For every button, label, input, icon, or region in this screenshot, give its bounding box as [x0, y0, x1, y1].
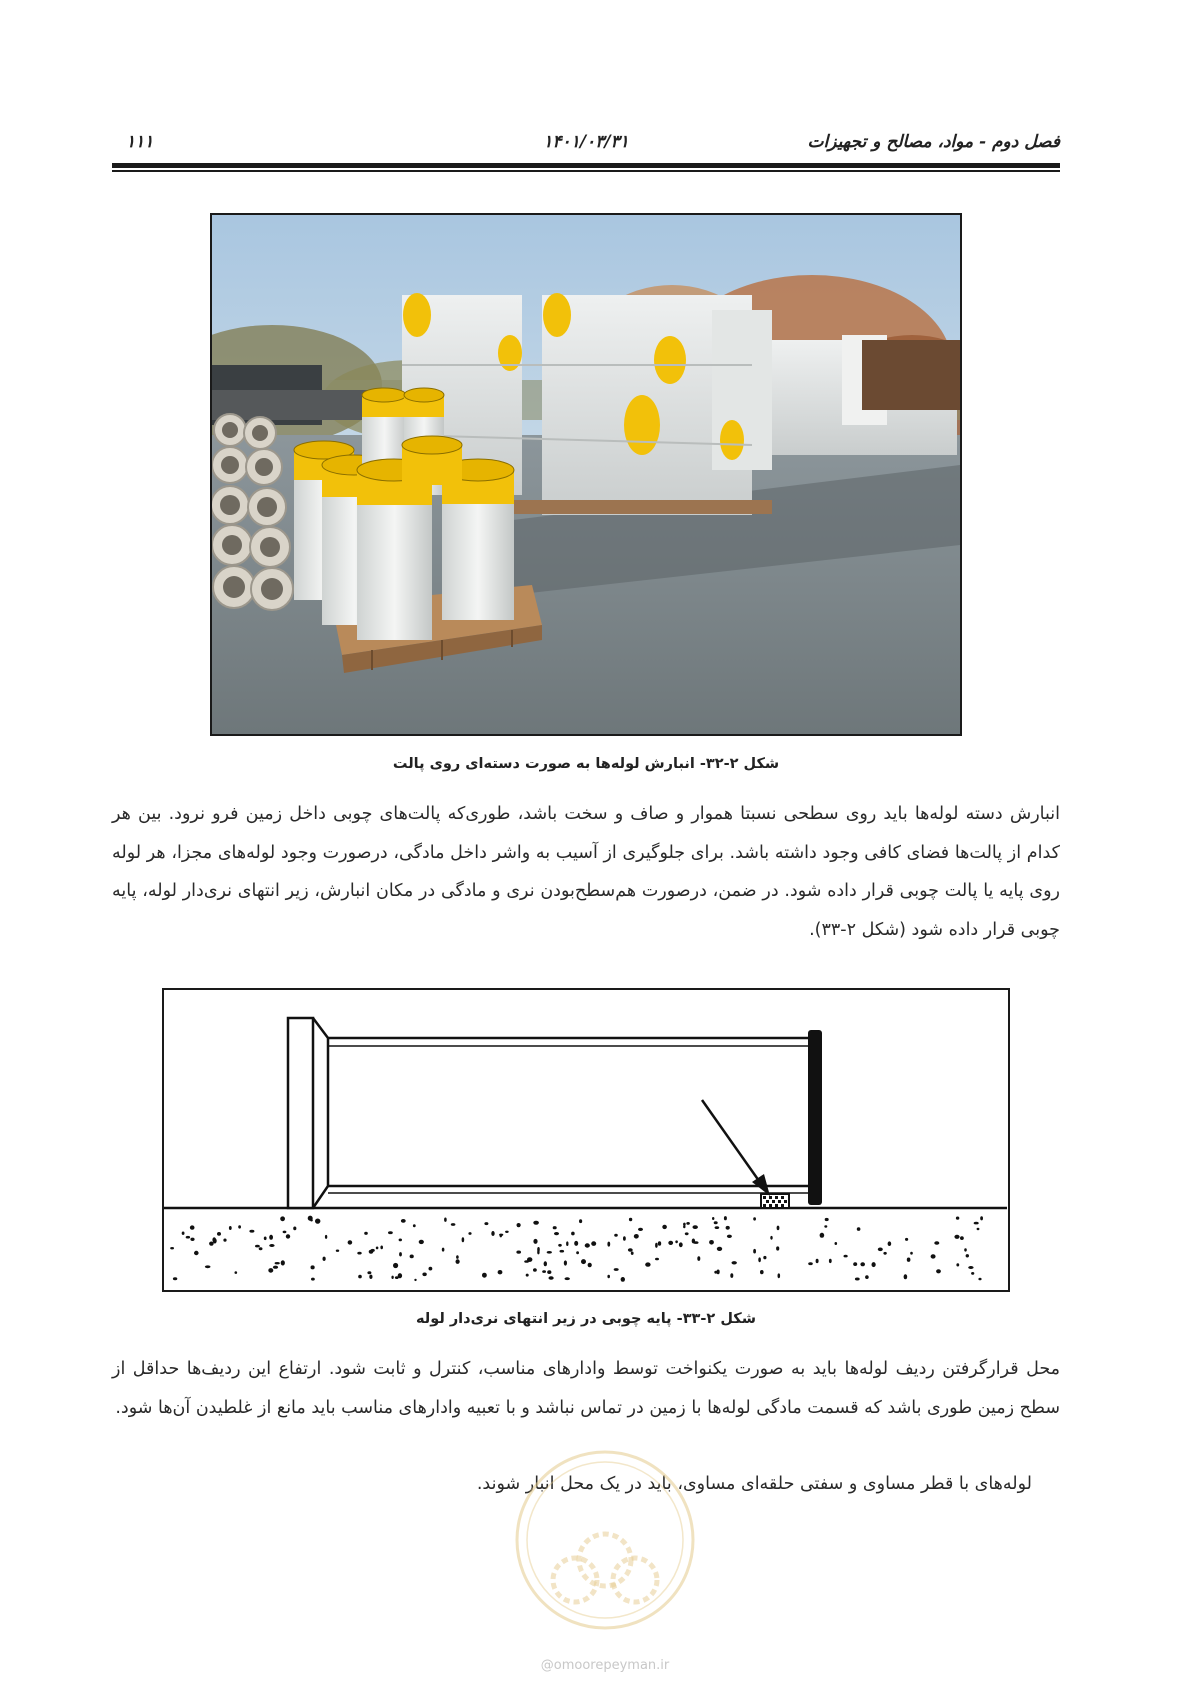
gravel-dot: [730, 1273, 733, 1278]
gravel-dot: [376, 1247, 379, 1250]
gravel-dot: [311, 1265, 315, 1269]
gravel-dot: [544, 1261, 547, 1266]
gravel-dot: [628, 1248, 633, 1251]
gravel-dot: [367, 1271, 371, 1274]
gravel-dot: [753, 1217, 756, 1220]
gravel-dot: [980, 1216, 983, 1220]
gravel-dot: [369, 1250, 374, 1254]
gravel-dot: [712, 1217, 714, 1220]
gravel-dot: [308, 1216, 313, 1221]
gravel-dot: [336, 1250, 339, 1252]
gravel-dot: [777, 1226, 780, 1231]
gravel-dot: [280, 1216, 285, 1221]
gravel-dot: [264, 1237, 267, 1241]
gravel-dot: [614, 1268, 619, 1271]
gravel-dot: [574, 1241, 578, 1246]
gravel-dot: [315, 1219, 320, 1224]
gravel-dot: [760, 1270, 764, 1274]
gravel-dot: [931, 1254, 936, 1258]
gravel-dot: [956, 1217, 959, 1220]
gravel-dot: [399, 1252, 402, 1256]
gravel-dot: [268, 1268, 273, 1273]
gravel-dot: [758, 1257, 761, 1262]
gravel-dot: [816, 1259, 819, 1263]
gravel-dot: [966, 1254, 969, 1257]
watermark-seal: [505, 1440, 705, 1640]
gravel-dot: [283, 1231, 287, 1234]
gravel-dot: [753, 1249, 756, 1254]
gravel-dot: [249, 1230, 254, 1233]
gravel-dot: [209, 1242, 214, 1246]
gravel-dot: [311, 1278, 315, 1281]
gravel-dot: [825, 1218, 829, 1221]
gravel-dot: [808, 1262, 813, 1265]
gravel-dot: [658, 1241, 661, 1246]
gravel-dot: [429, 1267, 433, 1271]
gravel-dot: [393, 1263, 398, 1268]
gravel-dot: [936, 1269, 941, 1273]
gravel-dot: [607, 1275, 610, 1278]
gravel-dot: [956, 1263, 959, 1266]
header-rule-thick: [112, 163, 1060, 168]
gravel-dot: [229, 1226, 232, 1230]
gravel-dot: [259, 1247, 263, 1250]
gravel-dot: [634, 1234, 639, 1239]
gravel-dot: [422, 1273, 426, 1277]
gravel-dot: [776, 1246, 779, 1250]
gravel-dot: [533, 1239, 537, 1244]
gravel-dot: [325, 1235, 327, 1239]
gravel-dot: [978, 1278, 981, 1281]
gravel-dot: [954, 1235, 959, 1239]
gravel-dot: [484, 1222, 488, 1225]
figure1-caption: شکل ۲-۳۲- انبارش لوله‌ها به صورت دسته‌ای روی پالت: [392, 756, 780, 772]
gravel-dot: [348, 1240, 353, 1244]
gravel-dot: [645, 1262, 650, 1266]
gravel-dot: [693, 1225, 698, 1229]
gravel-dot: [662, 1225, 667, 1229]
gravel-dot: [588, 1263, 592, 1268]
gravel-dot: [547, 1251, 552, 1254]
gravel-dot: [286, 1234, 290, 1238]
gravel-dot: [715, 1226, 720, 1229]
paragraph-1: انبارش دسته لوله‌ها باید روی سطحی نسبتا هموار و صاف و سخت باشد، طوری‌که پالت‌های چوبی داخل زمین فرو نرود. بین هر کدام از پالت‌ها فضای کافی وجود داشته باشد. برای جلوگیری از آسیب به واشر داخل مادگی، درصورت وجود لوله‌های مجزا، هر لوله روی پایه یا پالت چوبی قرار داده شود. در ضمن، درصورت هم‌سطح‌بودن نری و مادگی در مکان انبارش، زیر انتهای نری‌دار لوله، پایه چوبی قرار داده شود (شکل ۲-۳۳).: [112, 804, 1060, 940]
gravel-dot: [697, 1256, 700, 1261]
paragraph-2: محل قرارگرفتن ردیف لوله‌ها باید به صورت یکنواخت توسط وادارهای مناسب، کنترل و ثابت شود. ارتفاع این ردیف‌ها حداقل از سطح زمین طوری باشد که قسمت مادگی لوله‌ها با زمین در تماس نباشد و با تعبیه وادارهای مناسب باید مانع از غلطیدن آن‌ها شود.: [112, 1359, 1060, 1418]
header-date: ۱۴۰۱/۰۳/۳۱: [543, 132, 629, 152]
gravel-dot: [498, 1270, 503, 1274]
pipe-storage-photo: [210, 213, 962, 736]
gravel-dot: [629, 1218, 632, 1221]
gravel-dot: [399, 1239, 402, 1242]
gravel-dot: [533, 1221, 539, 1225]
gravel-dot: [468, 1232, 471, 1235]
gravel-dot: [571, 1232, 575, 1236]
gravel-dot: [275, 1262, 280, 1264]
gravel-dot: [444, 1218, 447, 1222]
gravel-dot: [824, 1225, 827, 1227]
gravel-dot: [194, 1251, 199, 1255]
gravel-dot: [655, 1258, 659, 1261]
gravel-dot: [579, 1219, 582, 1223]
gravel-dot: [273, 1266, 278, 1269]
gravel-dot: [621, 1277, 625, 1282]
gravel-dot: [553, 1226, 557, 1229]
gravel-dot: [565, 1277, 570, 1280]
gravel-dot: [727, 1235, 732, 1238]
gravel-dot: [685, 1232, 689, 1235]
gravel-dot: [442, 1248, 445, 1252]
gravel-dot: [526, 1274, 529, 1277]
gravel-dot: [170, 1247, 174, 1249]
gravel-dot: [516, 1251, 521, 1254]
gravel-dot: [212, 1237, 216, 1242]
gravel-dot: [566, 1241, 568, 1246]
page-header: [112, 128, 1060, 158]
gravel-dot: [623, 1236, 626, 1241]
gravel-dot: [726, 1226, 730, 1230]
gravel-dot: [410, 1255, 414, 1259]
gravel-dot: [269, 1235, 273, 1240]
gravel-dot: [186, 1236, 190, 1239]
gravel-dot: [542, 1270, 546, 1273]
gravel-dot: [694, 1241, 699, 1244]
paragraph-3: لوله‌های با قطر مساوی و سفتی حلقه‌ای مساوی، باید در یک محل انبار شوند.: [476, 1474, 1032, 1494]
gravel-dot: [499, 1234, 503, 1236]
gravel-dot: [820, 1233, 825, 1238]
gravel-dot: [971, 1272, 974, 1275]
gravel-dot: [591, 1241, 596, 1246]
gravel-dot: [655, 1243, 658, 1248]
gravel-dot: [173, 1277, 177, 1280]
gravel-dot: [679, 1242, 683, 1247]
header-rule-thin: [112, 170, 1060, 172]
gravel-dot: [419, 1240, 424, 1244]
gravel-dot: [977, 1228, 980, 1230]
gravel-dot: [451, 1223, 456, 1226]
gravel-dot: [323, 1257, 326, 1261]
gravel-dot: [217, 1232, 221, 1236]
gravel-dot: [182, 1232, 185, 1235]
gravel-dot: [205, 1265, 211, 1268]
gravel-dot: [358, 1275, 362, 1279]
gravel-dot: [456, 1259, 460, 1264]
gravel-dot: [686, 1222, 690, 1225]
gravel-dot: [675, 1240, 678, 1243]
gravel-dot: [934, 1241, 939, 1245]
gravel-dot: [269, 1244, 274, 1247]
gravel-dot: [401, 1219, 406, 1223]
gravel-dot: [614, 1234, 618, 1237]
gravel-dot: [709, 1240, 714, 1245]
gravel-dot: [388, 1231, 393, 1234]
gravel-dot: [238, 1225, 241, 1228]
gravel-dot: [853, 1262, 857, 1266]
gravel-dot: [491, 1231, 494, 1236]
gravel-dot: [190, 1238, 194, 1241]
gravel-dot: [391, 1276, 393, 1279]
gravel-dot: [549, 1276, 554, 1280]
gravel-dot: [395, 1276, 399, 1279]
gravel-dot: [714, 1221, 718, 1224]
gravel-dot: [835, 1242, 838, 1245]
gravel-dot: [829, 1259, 832, 1263]
gravel-dot: [558, 1244, 562, 1247]
gravel-dot: [732, 1261, 737, 1264]
gravel-dot: [683, 1225, 685, 1228]
gravel-dot: [537, 1250, 539, 1255]
page-number: ۱۱۱: [126, 132, 154, 152]
chapter-title: فصل دوم - مواد، مصالح و تجهیزات: [807, 132, 1060, 152]
gravel-dot: [855, 1278, 860, 1281]
gravel-dot: [235, 1271, 238, 1274]
gravel-dot: [878, 1248, 883, 1252]
gravel-dot: [380, 1246, 383, 1250]
gravel-dot: [524, 1260, 529, 1263]
gravel-dot: [413, 1224, 416, 1227]
gravel-dot: [533, 1268, 537, 1272]
gravel-dot: [968, 1266, 973, 1269]
gravel-dot: [482, 1273, 487, 1278]
gravel-dot: [974, 1222, 979, 1225]
watermark-url: @omoorepeyman.ir: [540, 1658, 670, 1673]
gravel-dot: [585, 1243, 590, 1247]
gravel-dot: [547, 1270, 551, 1274]
gravel-dot: [581, 1259, 586, 1264]
gravel-dot: [904, 1274, 908, 1279]
gravel-dot: [857, 1227, 861, 1231]
gravel-dot: [865, 1275, 869, 1279]
figure2-caption: شکل ۲-۳۳- پایه چوبی در زیر انتهای نری‌دار لوله: [416, 1311, 756, 1327]
gravel-dot: [554, 1232, 559, 1235]
pipe-support-diagram: [162, 988, 1010, 1292]
gravel-dot: [364, 1232, 368, 1235]
gravel-dot: [778, 1273, 781, 1278]
gravel-dot: [964, 1248, 967, 1251]
gravel-dot: [357, 1252, 361, 1255]
gravel-dot: [724, 1216, 727, 1220]
gravel-dot: [770, 1236, 772, 1240]
gravel-dot: [462, 1237, 465, 1242]
gravel-dot: [905, 1238, 908, 1241]
gravel-dot: [717, 1247, 722, 1251]
gravel-dot: [255, 1245, 260, 1248]
gravel-dot: [576, 1251, 579, 1254]
gravel-dot: [564, 1260, 567, 1265]
gravel-dot: [883, 1252, 886, 1255]
gravel-dot: [844, 1255, 848, 1258]
gravel-dot: [223, 1239, 226, 1242]
gravel-dot: [607, 1242, 610, 1247]
gravel-dot: [281, 1260, 285, 1265]
gravel-dot: [505, 1231, 509, 1233]
gravel-dot: [888, 1241, 892, 1246]
gravel-dot: [560, 1250, 565, 1253]
gravel-dot: [960, 1236, 964, 1240]
gravel-dot: [872, 1262, 876, 1267]
gravel-dot: [907, 1258, 911, 1262]
gravel-dot: [517, 1223, 521, 1227]
gravel-dot: [910, 1252, 913, 1255]
gravel-dot: [293, 1227, 296, 1231]
gravel-dot: [369, 1275, 372, 1279]
gravel-dot: [456, 1255, 459, 1259]
gravel-dot: [638, 1228, 643, 1231]
gravel-dot: [714, 1271, 717, 1274]
gravel-dot: [860, 1262, 865, 1266]
gravel-dot: [668, 1241, 673, 1245]
gravel-dot: [414, 1279, 416, 1281]
gravel-dot: [763, 1256, 766, 1259]
gravel-dot: [190, 1225, 195, 1229]
gravel-dot: [631, 1252, 634, 1255]
